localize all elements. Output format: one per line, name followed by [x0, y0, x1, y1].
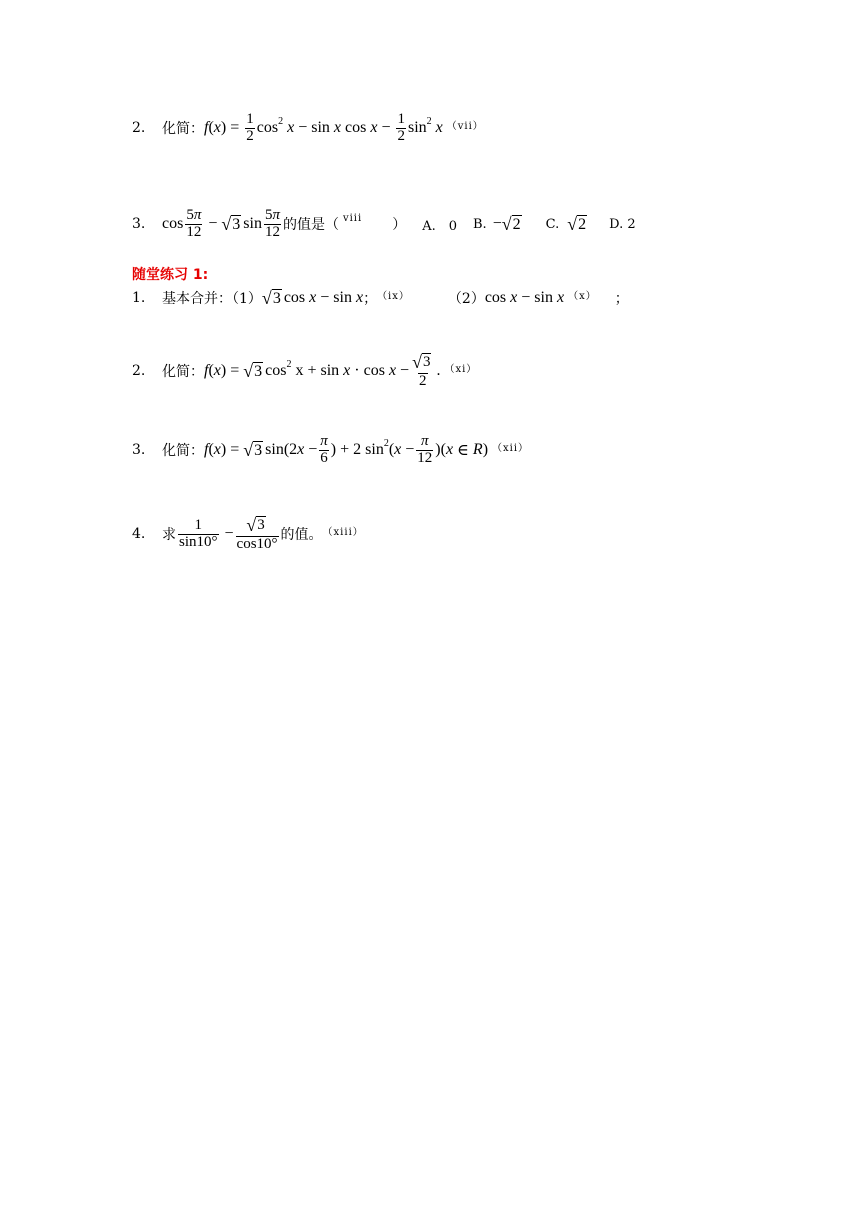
formula-f-q3: f ( x ) = √ 3 sin(2 x − $\frac{\pi}{6}$ ) + 2 sin 2 ( x − $\frac{\pi}{12}$ )( x ∈ R ): [204, 432, 489, 466]
problem-2: [0, 108, 860, 148]
problem-label: 求: [162, 527, 176, 543]
footnote-ref: （x）: [568, 290, 597, 302]
problem-number: 2.: [132, 120, 146, 136]
footnote-ref: （xii）: [492, 442, 530, 454]
part-2-label: （2）: [447, 291, 485, 307]
formula-cos-5pi12: cos $\frac{5\pi}{12}$ − √ 3 sin $\frac{5\pi}{12}$: [162, 206, 280, 240]
problem-number: 3.: [132, 442, 146, 458]
formula-q4: $\frac{1}{\sin 10^\circ}$ − √ 3 cos10°: [179, 514, 278, 552]
option-b-label: B.: [473, 216, 487, 232]
option-b-value: − √ 2: [492, 214, 521, 235]
formula-f-q2: f ( x ) = √ 3 cos 2 x + sin x · cos x − √ 3 2 .: [204, 351, 441, 389]
formula-f2: f ( x ) = $\frac{1}{2}$ cos 2 x − sin x cos x − $\frac{1}{2}$ sin 2 x: [204, 110, 443, 144]
option-d: D. 2: [609, 216, 636, 232]
question-suffix: 的值是（: [282, 217, 339, 233]
practice-q1: [0, 284, 860, 312]
problem-3: [0, 202, 860, 246]
formula-sqrt3cos-sin: √ 3 cos x − sin x: [261, 288, 364, 309]
problem-label: 基本合并：（1）: [162, 291, 262, 307]
line-end: ；: [614, 291, 629, 307]
footnote-ref: （ix）: [377, 290, 410, 302]
close-paren: ）: [392, 217, 407, 233]
option-c-value: √ 2: [567, 214, 587, 235]
formula-cos-sin: cos x − sin x: [484, 289, 565, 306]
footnote-ref: （vii）: [446, 120, 484, 132]
problem-label: 化简：: [162, 443, 204, 459]
footnote-ref: （xi）: [444, 363, 478, 375]
question-suffix: 的值。: [280, 527, 323, 543]
problem-label: 化简：: [162, 364, 204, 380]
option-a: A. 0: [422, 218, 457, 234]
practice-q2: [0, 348, 860, 394]
problem-number: 3.: [132, 216, 146, 232]
footnote-ref: viii: [342, 212, 363, 224]
problem-number: 4.: [132, 526, 146, 542]
separator: ；: [363, 291, 378, 307]
practice-q3: [0, 428, 860, 472]
option-c-label: C.: [545, 216, 560, 232]
practice-q4: [0, 510, 860, 558]
problem-label: 化简：: [162, 121, 204, 137]
practice-heading-row: [0, 264, 860, 284]
problem-number: 1.: [132, 290, 146, 306]
problem-number: 2.: [132, 363, 146, 379]
practice-heading: 随堂练习 1:: [132, 267, 209, 283]
footnote-ref: （xiii）: [322, 526, 364, 538]
